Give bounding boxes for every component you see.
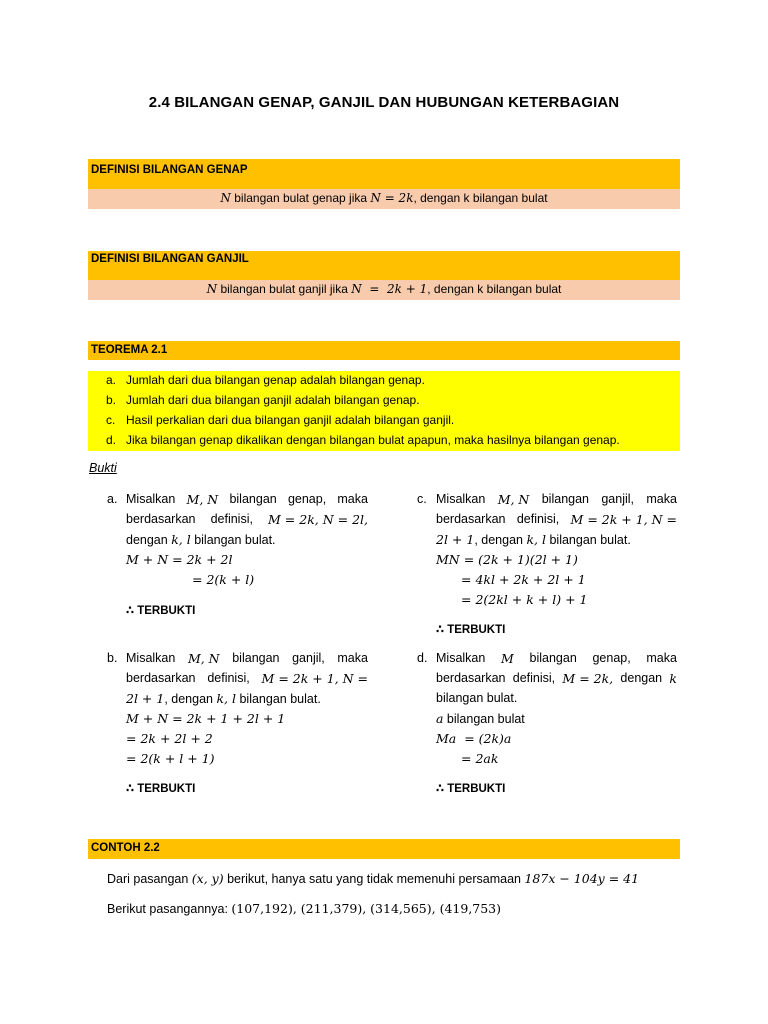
proof-math: 2l + 1: [436, 532, 475, 547]
proof-a-equation: M + N = 2k + 2l: [126, 552, 233, 567]
definition-even-formula: N = 2k: [370, 191, 414, 205]
proof-text: Misalkan: [436, 492, 486, 506]
proof-d-equation: Ma = (2k)a: [436, 731, 512, 746]
proof-text: Misalkan: [436, 651, 486, 665]
proof-d-terbukti: ∴ TERBUKTI: [436, 783, 506, 795]
proof-d-line1: [436, 651, 677, 666]
proof-text: maka: [646, 651, 677, 665]
proof-text: genap,: [592, 651, 631, 665]
proof-math: M: [501, 651, 514, 666]
definition-odd-formula: N = 2k + 1: [351, 282, 428, 296]
proof-a-line2: [126, 512, 368, 527]
theorem-item-text: Hasil perkalian dari dua bilangan ganjil adalah bilangan ganjil.: [126, 413, 455, 427]
definition-even-header: DEFINISI BILANGAN GENAP: [88, 159, 680, 189]
proof-text: maka: [646, 492, 677, 506]
theorem-item-marker: b.: [106, 393, 117, 407]
proof-a: [107, 492, 377, 622]
proof-text: ganjil,: [292, 651, 325, 665]
proof-d-marker: d.: [417, 651, 428, 665]
proof-text: bilangan: [541, 492, 589, 506]
example-header: CONTOH 2.2: [88, 839, 680, 859]
proof-text: dengan: [620, 671, 663, 685]
page-title: 2.4 BILANGAN GENAP, GANJIL DAN HUBUNGAN KETERBAGIAN: [148, 94, 620, 111]
proof-text: definisi,: [210, 512, 253, 526]
proof-math: M = 2k, N = 2l,: [268, 512, 368, 527]
proof-b: [107, 651, 377, 801]
theorem-list: [88, 371, 680, 451]
proof-text: definisi,: [207, 671, 250, 685]
proof-text: maka: [337, 492, 368, 506]
definition-even-text: bilangan bulat genap jika: [230, 191, 371, 205]
proof-math: M = 2k + 1, N =: [570, 512, 677, 527]
proof-d: [417, 651, 687, 801]
proof-d-line3: bilangan bulat.: [436, 691, 518, 705]
example-text: Dari pasangan: [107, 872, 192, 886]
proof-c: [417, 492, 687, 642]
proof-math: M = 2k + 1, N =: [261, 671, 368, 686]
proof-c-line2: [436, 512, 677, 527]
proof-math: M, N: [187, 651, 220, 666]
theorem-item-text: Jumlah dari dua bilangan genap adalah bilangan genap.: [126, 373, 425, 387]
proof-a-equation: = 2(k + l): [192, 572, 255, 587]
proof-text: , dengan: [474, 533, 527, 547]
proof-d-line2: [436, 671, 677, 686]
example-text: Berikut pasangannya:: [107, 902, 232, 916]
proof-text: bilangan: [232, 651, 280, 665]
proof-text: , dengan: [164, 692, 217, 706]
proof-math: M, N: [186, 492, 219, 507]
proof-math: M = 2k,: [562, 671, 614, 686]
proof-c-equation: = 2(2kl + k + l) + 1: [461, 592, 588, 607]
proof-text: berdasarkan: [436, 512, 506, 526]
proof-b-equation: = 2(k + l + 1): [126, 751, 215, 766]
theorem-header: TEOREMA 2.1: [88, 341, 680, 360]
definition-odd-text: bilangan bulat ganjil jika: [217, 282, 352, 296]
theorem-item-marker: c.: [106, 413, 116, 427]
proof-d-equation: = 2ak: [461, 751, 499, 766]
proof-text: bilangan bulat.: [236, 692, 321, 706]
proof-text: berdasarkan: [126, 671, 196, 685]
proof-text: bilangan bulat.: [190, 533, 276, 547]
definition-even-var: N: [220, 191, 231, 205]
example-text: berikut, hanya satu yang tidak memenuhi persamaan: [223, 872, 525, 886]
proof-text: bilangan: [529, 651, 577, 665]
proof-text: ganjil,: [601, 492, 635, 506]
proof-a-line3: [126, 532, 276, 547]
proof-c-marker: c.: [417, 492, 427, 506]
theorem-item-text: Jumlah dari dua bilangan ganjil adalah bilangan genap.: [126, 393, 420, 407]
theorem-item-marker: d.: [106, 433, 117, 447]
proof-d-line4: [436, 711, 525, 726]
proof-text: Misalkan: [126, 651, 176, 665]
definition-even-body: [88, 189, 680, 209]
example-line2: [107, 901, 501, 916]
proof-text: bilangan bulat: [443, 712, 525, 726]
proof-b-line2: [126, 671, 368, 686]
proof-math: k: [669, 671, 677, 686]
proof-text: Misalkan: [126, 492, 176, 506]
proof-b-equation: = 2k + 2l + 2: [126, 731, 213, 746]
proof-text: definisi,: [516, 512, 560, 526]
proof-b-line1: [126, 651, 368, 666]
proof-text: genap,: [287, 492, 327, 506]
definition-odd-var: N: [206, 282, 218, 296]
definition-even-text-end: , dengan k bilangan bulat: [413, 191, 548, 205]
proof-a-terbukti: ∴ TERBUKTI: [126, 605, 196, 617]
proof-text: berdasarkan: [126, 512, 196, 526]
proof-c-line3: [436, 532, 631, 547]
proof-a-line1: [126, 492, 368, 507]
proof-math: k, l: [171, 532, 191, 547]
definition-odd-header: DEFINISI BILANGAN GANJIL: [88, 251, 680, 280]
proof-b-marker: b.: [107, 651, 118, 665]
theorem-item-text: Jika bilangan genap dikalikan dengan bilangan bulat apapun, maka hasilnya bilangan genap.: [126, 433, 620, 447]
proof-text: definisi,: [512, 671, 556, 685]
proof-label: Bukti: [89, 461, 117, 475]
proof-c-line1: [436, 492, 677, 507]
proof-b-equation: M + N = 2k + 1 + 2l + 1: [126, 711, 286, 726]
proof-text: bilangan bulat.: [546, 533, 631, 547]
proof-math: a: [436, 711, 444, 726]
proof-c-equation: = 4kl + 2k + 2l + 1: [461, 572, 586, 587]
example-equation: 187x − 104y = 41: [524, 871, 640, 886]
proof-math: k, l: [216, 691, 236, 706]
proof-a-marker: a.: [107, 492, 118, 506]
theorem-item-marker: a.: [106, 373, 117, 387]
proof-text: berdasarkan: [436, 671, 506, 685]
proof-b-terbukti: ∴ TERBUKTI: [126, 783, 196, 795]
proof-math: M, N: [497, 492, 530, 507]
proof-text: maka: [337, 651, 368, 665]
proof-b-line3: [126, 691, 321, 706]
example-math: (x, y): [191, 871, 224, 886]
example-pairs: (107,192), (211,379), (314,565), (419,753): [231, 901, 502, 916]
proof-math: k, l: [526, 532, 546, 547]
proof-c-equation: MN = (2k + 1)(2l + 1): [436, 552, 578, 567]
definition-odd-text-end: , dengan k bilangan bulat: [427, 282, 562, 296]
example-line1: [107, 871, 639, 886]
proof-math: 2l + 1: [126, 691, 165, 706]
proof-text: dengan: [126, 533, 172, 547]
definition-odd-body: [88, 280, 680, 300]
proof-c-terbukti: ∴ TERBUKTI: [436, 624, 506, 636]
proof-text: bilangan: [229, 492, 277, 506]
